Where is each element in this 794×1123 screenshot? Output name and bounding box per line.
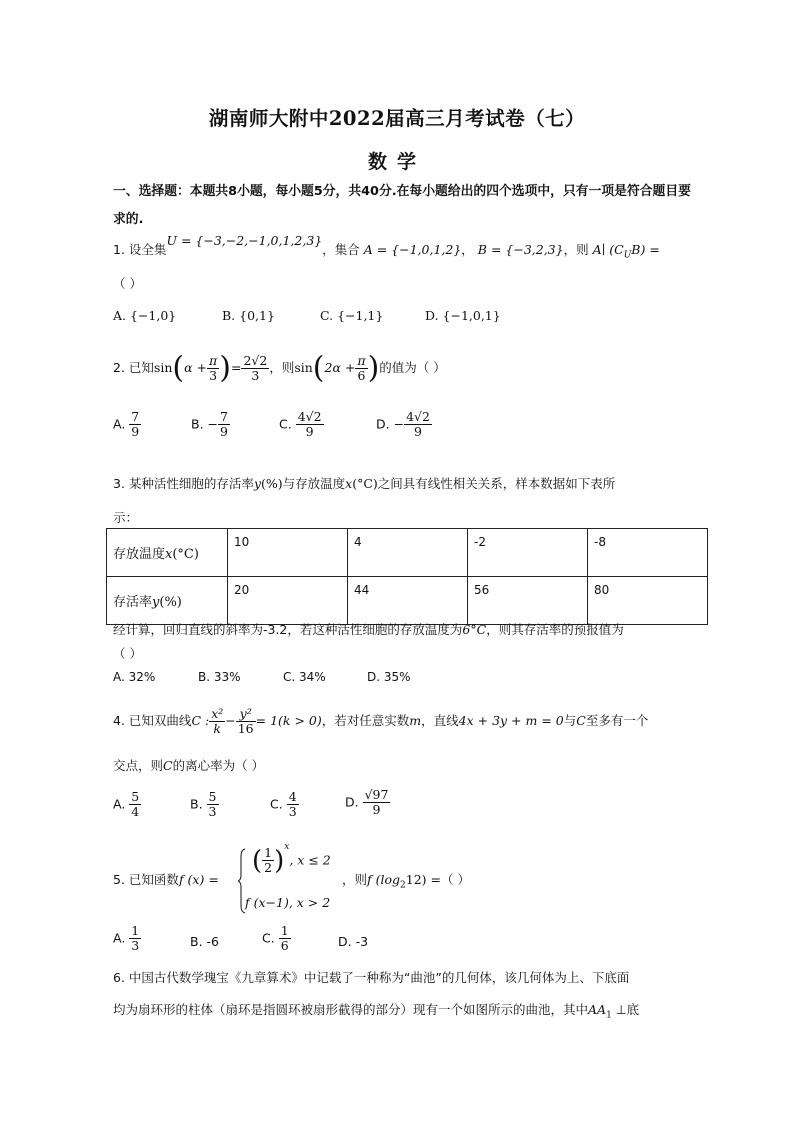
q1-option-d[interactable]: D. {−1,0,1}	[425, 308, 501, 323]
table-cell: 44	[348, 577, 468, 625]
q5-option-num: 1	[280, 923, 289, 938]
q4-text: 的离心率为（ ）	[172, 758, 265, 773]
q6-number: 6.	[113, 970, 125, 985]
q3-unit-pct: (%)	[261, 476, 283, 491]
q4-option-label: D.	[345, 794, 359, 810]
q4-option-c[interactable]	[270, 790, 299, 820]
q3-text: ，则其存活率的预报值为	[486, 622, 624, 637]
q2-number: 2.	[113, 360, 125, 375]
q4-fraction-y	[236, 707, 256, 737]
subject-title: 数学	[367, 151, 426, 173]
q3-option-d[interactable]: D. 35%	[367, 670, 411, 684]
q5-text: ，则	[342, 872, 368, 887]
question-6	[113, 968, 629, 986]
q2-option-sign: −	[393, 416, 405, 432]
q5-option-label: C.	[262, 930, 275, 946]
q4-option-label: C.	[270, 796, 283, 812]
q4-minus: −	[225, 713, 236, 728]
q1-option-a[interactable]: A. {−1,0}	[113, 308, 177, 323]
q1-option-b[interactable]: B. {0,1}	[222, 308, 275, 323]
q1-subscript: U	[623, 250, 632, 261]
q5-paren-right: )	[274, 845, 285, 876]
q1-set-b: B = {−3,2,3}	[477, 242, 564, 257]
q5-paren-left: (	[252, 845, 263, 876]
q2-option-fraction	[296, 410, 324, 440]
q5-option-fraction	[279, 924, 291, 954]
table-cell: 56	[468, 577, 588, 625]
q5-frac-num: 1	[264, 845, 273, 860]
q3-option-a[interactable]: A. 32%	[113, 670, 156, 684]
row-label: 存活率	[113, 595, 153, 610]
row-var: y	[152, 595, 160, 610]
q5-case-1	[252, 842, 331, 876]
q2-rhs-fraction	[241, 354, 269, 384]
q5-number: 5.	[113, 872, 125, 887]
q2-frac-num: π	[209, 352, 218, 368]
q4-frac-num: x²	[211, 705, 224, 721]
q4-option-den: 4	[131, 804, 140, 820]
q1-text: ，则	[563, 242, 589, 257]
q3-text: 与存放温度	[282, 476, 346, 491]
q4-option-fraction	[207, 790, 219, 820]
q1-text: ，集合	[322, 242, 360, 257]
q1-option-c[interactable]: C. {−1,1}	[320, 308, 384, 323]
table-cell: -8	[588, 529, 708, 577]
table-cell: 10	[228, 529, 348, 577]
q3-var-x: x	[345, 476, 353, 491]
q2-equals: =	[230, 360, 242, 375]
q5-half-fraction	[262, 846, 274, 876]
q3-number: 3.	[113, 476, 125, 491]
q2-paren-right: )	[367, 350, 380, 386]
q4-text: 与	[563, 713, 577, 728]
q5-function: f (x) =	[178, 872, 219, 887]
q2-frac-den: 3	[209, 368, 218, 383]
q4-option-den: 3	[208, 804, 217, 820]
q2-option-fraction	[129, 410, 141, 440]
q5-question	[342, 866, 470, 900]
q4-text: 至多有一个	[585, 713, 649, 728]
q2-frac-den: 6	[357, 368, 366, 383]
q2-fraction	[207, 354, 219, 384]
q4-option-fraction	[129, 790, 141, 820]
q2-rhs-den: 3	[251, 368, 260, 383]
q2-fraction	[355, 354, 367, 384]
section-heading: 一、选择题：本题共8小题，每小题5分，共40分.在每小题给出的四个选项中，只有一项是符合题目要求的.	[113, 184, 691, 227]
q2-option-den: 9	[131, 424, 140, 440]
q4-number: 4.	[113, 713, 125, 728]
q1-expr-part: B) =	[631, 242, 660, 257]
q3-data-table	[106, 528, 708, 625]
question-1	[113, 233, 660, 261]
q4-curve-c: C :	[191, 713, 210, 728]
q2-arg: α +	[184, 360, 208, 375]
exam-title: 湖南师大附中2022届高三月考试卷（七）	[208, 107, 586, 130]
q4-option-d[interactable]	[345, 788, 390, 818]
q5-case-1-cond: , x ≤ 2	[289, 852, 331, 868]
q4-option-den: 9	[372, 802, 381, 818]
q5-option-d[interactable]: D. -3	[338, 934, 369, 949]
q1-text: 设全集	[128, 242, 167, 257]
q1-expr-part: A∣ (C	[592, 242, 624, 257]
q4-var-m: m	[409, 713, 422, 728]
question-3	[113, 474, 615, 492]
q2-option-num: 4√2	[297, 409, 322, 424]
q2-sin: sin	[294, 360, 313, 375]
row-var: x	[165, 547, 173, 562]
row-unit: (%)	[159, 595, 182, 610]
q4-option-fraction	[287, 790, 299, 820]
q2-option-den: 9	[414, 424, 422, 440]
q2-option-label: D.	[376, 416, 390, 432]
q1-set-a: A = {−1,0,1,2}	[363, 242, 462, 257]
q2-option-den: 9	[220, 424, 228, 440]
q1-expression	[592, 242, 660, 261]
q5-option-den: 6	[280, 938, 289, 954]
q3-followup	[113, 620, 624, 638]
q2-text: 已知	[128, 360, 154, 375]
q3-unit-deg: (°C)	[352, 476, 378, 491]
q4-option-label: A.	[113, 796, 126, 812]
q2-option-label: C.	[279, 416, 292, 432]
q5-option-num: 1	[131, 923, 140, 938]
table-cell: 4	[348, 529, 468, 577]
table-row	[107, 529, 708, 577]
q4-text: ，若对任意实数	[321, 713, 410, 728]
q4-fraction-x	[209, 707, 225, 737]
q5-exponent: x	[284, 842, 290, 853]
q2-option-c[interactable]	[279, 410, 324, 440]
table-header-temperature	[107, 529, 228, 577]
q2-option-num: 4√2	[406, 409, 430, 424]
q5-option-den: 3	[131, 938, 140, 954]
q2-paren-right: )	[219, 350, 231, 386]
q6-text-cont	[113, 1000, 639, 1021]
q5-log-base: 2	[400, 880, 406, 891]
q4-option-a[interactable]	[113, 790, 141, 820]
q3-option-c[interactable]: C. 34%	[283, 670, 326, 684]
q3-text: 之间具有线性相关关系，样本数据如下表所	[377, 476, 616, 491]
q4-option-num: 4	[288, 789, 297, 804]
q1-set-u: U = {−3,−2,−1,0,1,2,3}	[166, 233, 323, 248]
q4-option-b[interactable]	[190, 790, 219, 820]
q4-option-num: 5	[131, 789, 140, 804]
q4-option-num: √97	[364, 787, 389, 802]
q5-option-fraction	[129, 924, 141, 954]
question-5-label	[113, 866, 219, 894]
q2-paren-left: (	[172, 350, 185, 386]
q3-text: 经计算，回归直线的斜率为-3.2，若这种活性细胞的存放温度为	[113, 622, 463, 637]
q2-paren-left: (	[312, 350, 325, 386]
q4-frac-den: 16	[237, 721, 254, 736]
q2-rhs-num: 2√2	[243, 352, 268, 368]
q2-option-a[interactable]	[113, 410, 141, 440]
q4-equation-rhs: = 1(k > 0)	[255, 713, 322, 728]
q3-answer-paren: （ ）	[113, 646, 142, 661]
q4-option-label: B.	[190, 796, 203, 812]
q3-var-y: y	[253, 476, 261, 491]
q5-log-expr: f (log	[367, 872, 401, 887]
q2-arg: 2α +	[324, 360, 356, 375]
q5-case-2: f (x−1), x > 2	[245, 895, 331, 910]
q3-text-cont: 示：	[113, 510, 139, 525]
q3-temperature: 6°C	[462, 622, 487, 637]
table-header-survival-rate	[107, 577, 228, 625]
q2-option-label: A.	[113, 416, 126, 432]
q5-option-a[interactable]	[113, 924, 141, 954]
q5-text: 已知函数	[128, 872, 179, 887]
q4-frac-num: y²	[236, 707, 256, 722]
q3-text: 某种活性细胞的存活率	[128, 476, 254, 491]
q4-option-fraction	[363, 788, 391, 818]
q5-option-c[interactable]	[262, 924, 291, 954]
q2-frac-num: π	[357, 352, 366, 368]
q5-log-expr: 12) =	[405, 872, 441, 887]
q1-answer-paren: （ ）	[113, 276, 142, 291]
q6-text: 中国古代数学瑰宝《九章算术》中记载了一种称为“曲池”的几何体，该几何体为上、下底面	[128, 970, 630, 985]
question-4	[113, 700, 648, 742]
q4-option-num: 5	[208, 789, 217, 804]
q6-text: ⊥底	[611, 1002, 640, 1017]
q3-option-b[interactable]: B. 33%	[198, 670, 241, 684]
q4-text: ，直线	[421, 713, 459, 728]
q2-option-den: 9	[305, 424, 314, 440]
q6-text: 均为扇环形的柱体（扇环是指圆环被扇形截得的部分）现有一个如图所示的曲池，其中	[113, 1002, 589, 1017]
q2-text: 的值为（ ）	[379, 360, 446, 375]
q2-sin: sin	[153, 360, 173, 375]
row-label: 存放温度	[113, 547, 166, 562]
q1-separator: ，	[461, 242, 474, 257]
q5-answer-paren: （ ）	[441, 872, 470, 887]
q4-text-cont	[113, 756, 264, 774]
row-unit: (°C)	[172, 547, 199, 562]
q4-curve-c: C	[576, 713, 586, 728]
q2-option-fraction	[404, 410, 432, 440]
q2-option-fraction	[218, 410, 230, 440]
q2-option-d[interactable]	[376, 410, 432, 440]
q1-number: 1.	[113, 242, 125, 257]
q2-option-sign: −	[207, 416, 219, 432]
q6-subscript: 1	[606, 1010, 612, 1021]
table-cell: 20	[228, 577, 348, 625]
q4-text: 已知双曲线	[128, 713, 192, 728]
q2-option-label: B.	[191, 416, 204, 432]
question-2	[113, 348, 446, 389]
q4-line-eq: 4x + 3y + m = 0	[458, 713, 564, 728]
table-cell: -2	[468, 529, 588, 577]
table-row	[107, 577, 708, 625]
q2-text: ，则	[269, 360, 295, 375]
q4-frac-den: k	[213, 721, 221, 736]
q5-option-label: A.	[113, 930, 126, 946]
q2-option-num: 7	[131, 409, 140, 424]
q2-option-b[interactable]	[191, 410, 230, 440]
q6-segment: AA	[588, 1002, 607, 1017]
q4-option-den: 3	[288, 804, 297, 820]
q4-curve-c: C	[163, 758, 173, 773]
table-cell: 80	[588, 577, 708, 625]
q4-text: 交点，则	[113, 758, 164, 773]
q5-option-b[interactable]: B. -6	[190, 934, 219, 949]
q2-option-num: 7	[220, 409, 228, 424]
q5-frac-den: 2	[264, 860, 273, 876]
